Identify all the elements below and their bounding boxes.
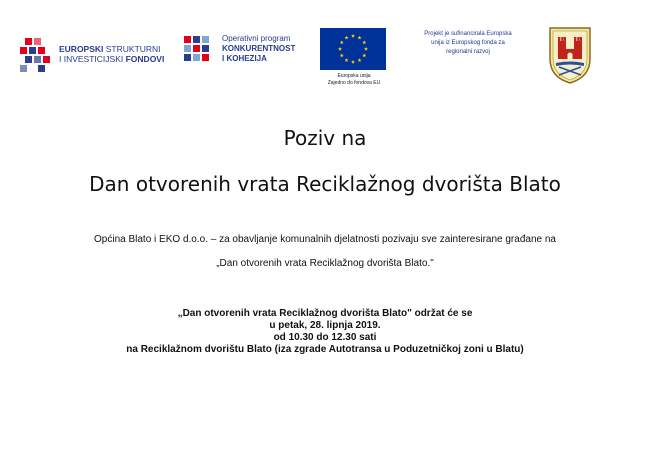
eu-logo: [318, 28, 390, 88]
eu-flag-icon: [320, 28, 386, 70]
coat-of-arms-icon: [547, 25, 593, 85]
esi-line2-rest: I INVESTICIJSKI: [59, 54, 126, 64]
event-location: na Reciklažnom dvorištu Blato (iza zgrade Autotransa u Poduzetničkoj zoni u Blatu): [126, 344, 524, 355]
operational-programme-logo-text: [222, 34, 295, 64]
event-name-quote: „Dan otvorenih vrata Reciklažnog dvorišta Blato.": [216, 258, 434, 269]
esi-funds-logo-text: [59, 44, 164, 64]
esi-funds-logo-mark: [17, 34, 57, 74]
eu-caption-line1: Europska unija: [337, 73, 371, 79]
esi-funds-logo: [17, 34, 177, 74]
eu-caption-line2: Zajedno do fondova EU: [327, 80, 381, 86]
esi-line2-bold: FONDOVI: [125, 54, 165, 64]
cofinancing-line1: Projekt je sufinancirala Europska: [424, 31, 512, 37]
op-line3: I KOHEZIJA: [222, 54, 267, 63]
op-line1: Operativni program: [222, 34, 291, 43]
page-title: Dan otvorenih vrata Reciklažnog dvorišta Blato: [89, 172, 561, 196]
event-details-line1: „Dan otvorenih vrata Reciklažnog dvorišta Blato" održat će se: [177, 308, 473, 319]
op-line2: KONKURENTNOST: [222, 44, 296, 53]
cofinancing-line3: regionalni razvoj: [446, 49, 490, 55]
logo-strip: [0, 20, 650, 95]
operational-programme-logo: [182, 34, 302, 74]
event-time: od 10.30 do 12.30 sati: [273, 332, 377, 343]
event-date: u petak, 28. lipnja 2019.: [269, 320, 381, 331]
page-title-prefix: Poziv na: [283, 126, 367, 150]
cofinancing-line2: unija iz Europskog fonda za: [431, 40, 505, 46]
operational-programme-logo-mark: [182, 34, 216, 68]
cofinancing-note: [412, 30, 524, 57]
esi-line1-rest: STRUKTURNI: [103, 44, 161, 54]
eu-caption: [318, 73, 390, 87]
event-details: [0, 308, 650, 356]
esi-line1-bold: EUROPSKI: [59, 44, 104, 54]
intro-text: Općina Blato i EKO d.o.o. – za obavljanje komunalnih djelatnosti pozivaju sve zainteresirane građane na: [94, 234, 556, 245]
